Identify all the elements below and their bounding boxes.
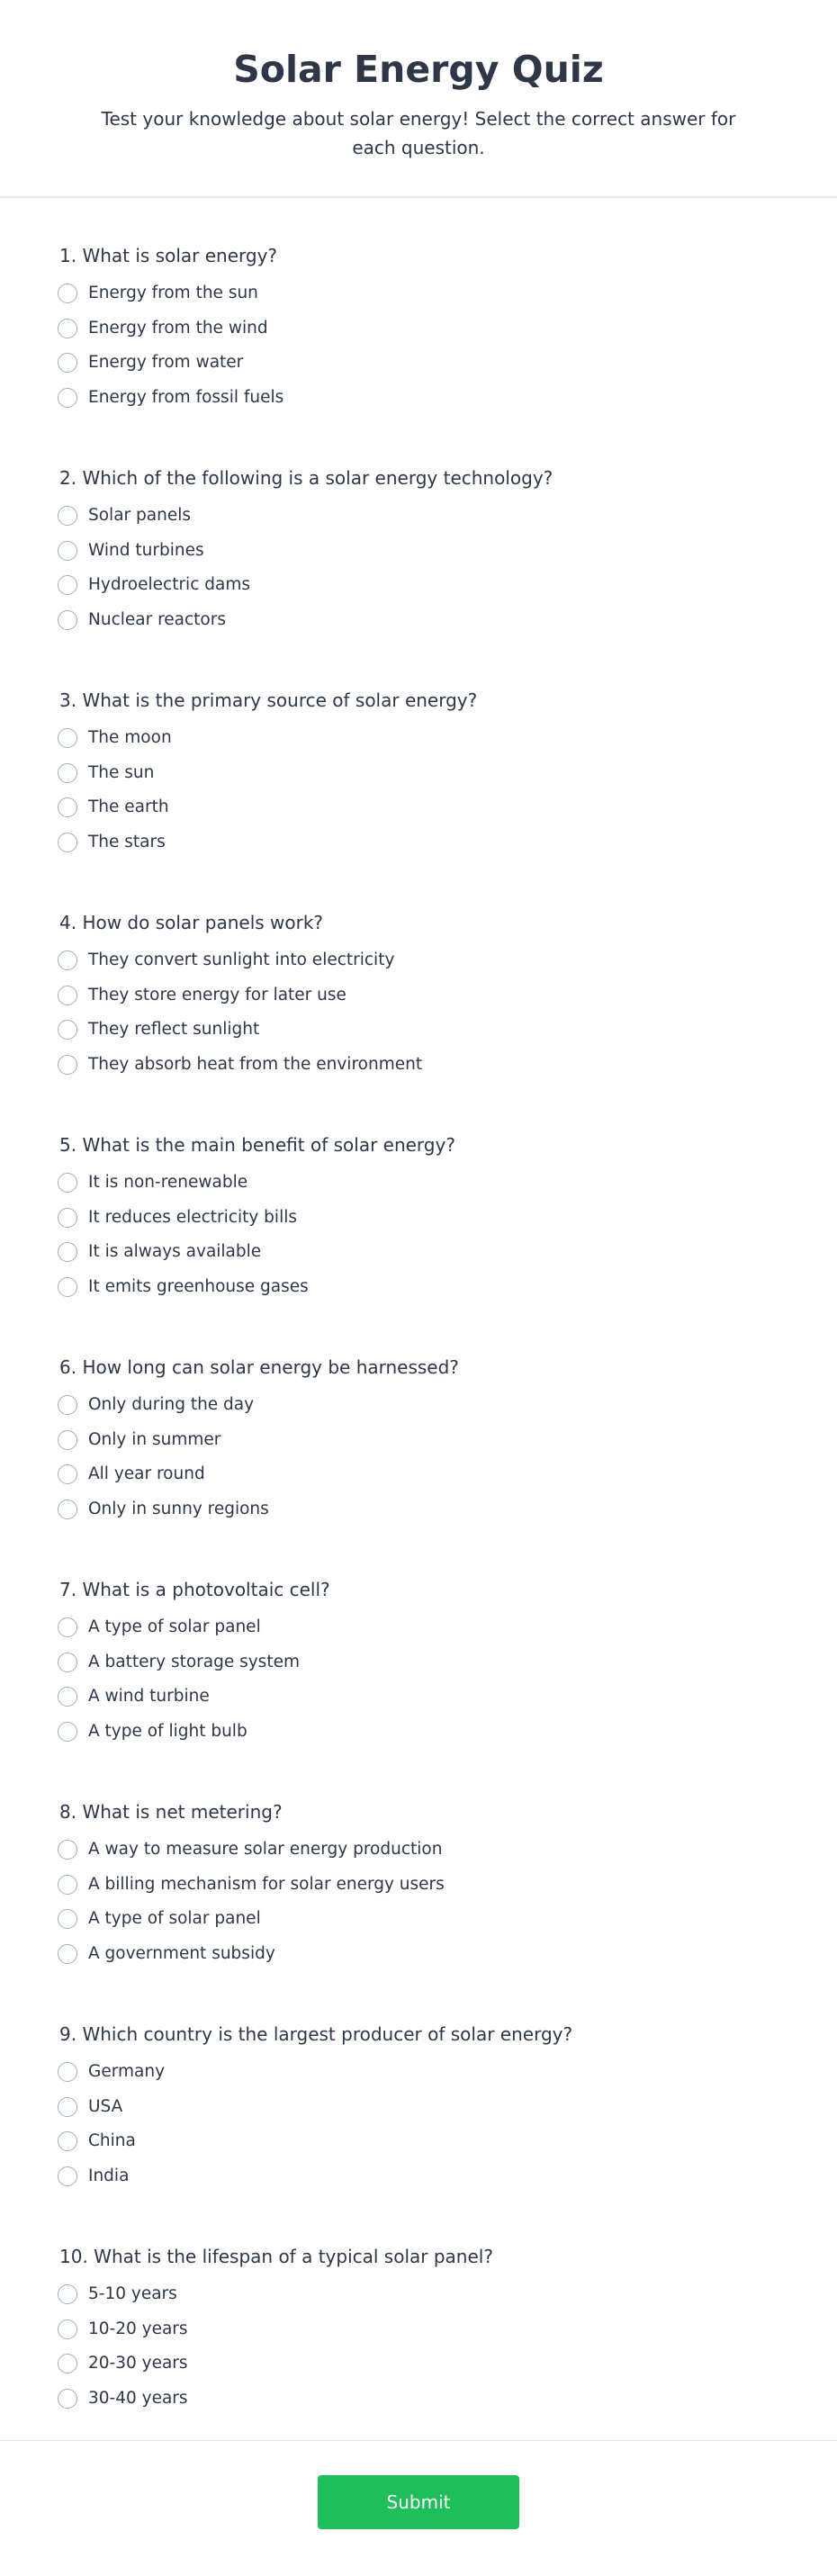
question-text: 7. What is a photovoltaic cell?	[59, 1579, 330, 1600]
radio-button[interactable]	[58, 388, 77, 408]
question-block	[58, 1132, 837, 1355]
page-title: Solar Energy Quiz	[233, 48, 604, 91]
radio-button[interactable]	[58, 1944, 77, 1964]
radio-button[interactable]	[58, 610, 77, 630]
submit-button[interactable]: Submit	[318, 2475, 519, 2529]
answer-label: USA	[88, 2096, 123, 2116]
question-text: 3. What is the primary source of solar energy?	[59, 689, 478, 711]
question-text: 10. What is the lifespan of a typical solar panel?	[59, 2246, 493, 2267]
question-block	[58, 1799, 837, 2022]
answer-option[interactable]	[58, 534, 837, 569]
radio-button[interactable]	[58, 2097, 77, 2117]
answer-option[interactable]	[58, 1013, 837, 1048]
question-text: 9. Which country is the largest producer of solar energy?	[59, 2023, 573, 2045]
answer-label: Energy from water	[88, 353, 244, 373]
answer-label: It reduces electricity bills	[88, 1207, 297, 1227]
radio-button[interactable]	[58, 575, 77, 595]
radio-button[interactable]	[58, 1242, 77, 1262]
radio-button[interactable]	[58, 319, 77, 338]
answer-label: A type of solar panel	[88, 1909, 261, 1929]
answer-option[interactable]	[58, 1201, 837, 1236]
answer-option[interactable]	[58, 1868, 837, 1903]
radio-button[interactable]	[58, 2354, 77, 2373]
radio-button[interactable]	[58, 1395, 77, 1415]
answer-label: China	[88, 2131, 136, 2151]
radio-button[interactable]	[58, 1500, 77, 1519]
question-block	[58, 465, 837, 688]
question-block	[58, 910, 837, 1132]
radio-button[interactable]	[58, 1722, 77, 1742]
answer-option[interactable]	[58, 2346, 837, 2382]
answer-option[interactable]	[58, 1235, 837, 1270]
question-text: 1. What is solar energy?	[59, 245, 278, 266]
answer-label: Energy from the sun	[88, 284, 258, 303]
question-text: 5. What is the main benefit of solar energy?	[59, 1134, 455, 1156]
answer-label: They store energy for later use	[88, 985, 346, 1004]
radio-button[interactable]	[58, 1840, 77, 1860]
answer-label: They convert sunlight into electricity	[88, 950, 395, 970]
answer-label: Only in summer	[88, 1429, 221, 1449]
answer-option[interactable]	[58, 1715, 837, 1750]
question-text: 6. How long can solar energy be harnessed?	[59, 1356, 459, 1378]
answer-label: A government subsidy	[88, 1943, 275, 1963]
answer-option[interactable]	[58, 1166, 837, 1201]
answer-option[interactable]	[58, 2055, 837, 2090]
answer-option[interactable]	[58, 978, 837, 1013]
answer-option[interactable]	[58, 1270, 837, 1305]
answer-option[interactable]	[58, 721, 837, 756]
radio-button[interactable]	[58, 1617, 77, 1637]
radio-button[interactable]	[58, 1909, 77, 1929]
question-block	[58, 1577, 837, 1799]
answer-label: 20-30 years	[88, 2354, 188, 2373]
answer-option[interactable]	[58, 2312, 837, 2347]
question-block	[58, 1355, 837, 1577]
answer-option[interactable]	[58, 1457, 837, 1492]
radio-button[interactable]	[58, 797, 77, 817]
radio-button[interactable]	[58, 2131, 77, 2151]
answer-option[interactable]	[58, 276, 837, 311]
answer-option[interactable]	[58, 790, 837, 825]
radio-button[interactable]	[58, 833, 77, 852]
answer-label: A type of solar panel	[88, 1617, 261, 1637]
radio-button[interactable]	[58, 1020, 77, 1040]
question-block	[58, 243, 837, 465]
answer-option[interactable]	[58, 2382, 837, 2417]
answer-label: Energy from fossil fuels	[88, 387, 284, 407]
answer-option[interactable]	[58, 1610, 837, 1645]
answer-option[interactable]	[58, 943, 837, 978]
question-block	[58, 2022, 837, 2244]
page-subtitle: Test your knowledge about solar energy! Select the correct answer for each question.	[101, 108, 736, 158]
answer-label: A billing mechanism for solar energy users	[88, 1874, 445, 1894]
answer-label: Germany	[88, 2062, 166, 2082]
answer-option[interactable]	[58, 346, 837, 381]
answer-option[interactable]	[58, 756, 837, 791]
radio-button[interactable]	[58, 763, 77, 783]
answer-option[interactable]	[58, 499, 837, 534]
answer-option[interactable]	[58, 1902, 837, 1937]
answer-option[interactable]	[58, 603, 837, 638]
quiz-footer	[0, 2440, 837, 2576]
answer-option[interactable]	[58, 825, 837, 860]
answer-option[interactable]	[58, 1423, 837, 1458]
answer-label: A battery storage system	[88, 1652, 300, 1671]
answer-label: It is non-renewable	[88, 1173, 248, 1193]
answer-label: Only during the day	[88, 1395, 255, 1415]
question-text: 2. Which of the following is a solar energy technology?	[59, 467, 554, 489]
answer-label: It is always available	[88, 1242, 262, 1262]
radio-button[interactable]	[58, 1687, 77, 1707]
question-text: 4. How do solar panels work?	[59, 912, 324, 933]
quiz-header	[0, 0, 837, 198]
answer-label: The sun	[88, 762, 155, 782]
answer-label: The moon	[88, 728, 172, 748]
radio-button[interactable]	[58, 2284, 77, 2304]
answer-label: Wind turbines	[88, 540, 204, 560]
answer-label: They absorb heat from the environment	[88, 1054, 423, 1074]
question-text: 8. What is net metering?	[59, 1801, 283, 1823]
answer-label: It emits greenhouse gases	[88, 1276, 309, 1296]
answer-label: India	[88, 2166, 130, 2185]
answer-label: A type of light bulb	[88, 1721, 248, 1741]
answer-label: Hydroelectric dams	[88, 575, 250, 595]
radio-button[interactable]	[58, 353, 77, 373]
answer-option[interactable]	[58, 1833, 837, 1868]
answer-label: All year round	[88, 1464, 205, 1484]
radio-button[interactable]	[58, 1653, 77, 1672]
radio-button[interactable]	[58, 1208, 77, 1228]
answer-option[interactable]	[58, 1048, 837, 1083]
radio-button[interactable]	[58, 284, 77, 303]
answer-label: Solar panels	[88, 506, 191, 526]
radio-button[interactable]	[58, 1173, 77, 1193]
answer-option[interactable]	[58, 381, 837, 416]
answer-label: 30-40 years	[88, 2388, 188, 2408]
answer-option[interactable]	[58, 311, 837, 347]
answer-label: Nuclear reactors	[88, 609, 226, 629]
question-block	[58, 688, 837, 910]
radio-button[interactable]	[58, 506, 77, 526]
answer-label: They reflect sunlight	[88, 1020, 260, 1040]
answer-label: Energy from the wind	[88, 318, 268, 338]
radio-button[interactable]	[58, 2062, 77, 2082]
answer-option[interactable]	[58, 1680, 837, 1715]
radio-button[interactable]	[58, 1464, 77, 1484]
answer-label: The stars	[88, 832, 166, 851]
radio-button[interactable]	[58, 1875, 77, 1895]
answer-option[interactable]	[58, 2124, 837, 2159]
answer-option[interactable]	[58, 1645, 837, 1680]
radio-button[interactable]	[58, 2389, 77, 2409]
radio-button[interactable]	[58, 1277, 77, 1297]
answer-label: 10-20 years	[88, 2319, 188, 2338]
answer-option[interactable]	[58, 2090, 837, 2125]
radio-button[interactable]	[58, 2319, 77, 2339]
radio-button[interactable]	[58, 1055, 77, 1075]
answer-option[interactable]	[58, 2159, 837, 2194]
answer-label: The earth	[88, 797, 169, 817]
answer-label: Only in sunny regions	[88, 1499, 269, 1518]
radio-button[interactable]	[58, 541, 77, 561]
answer-label: A wind turbine	[88, 1687, 210, 1707]
answer-option[interactable]	[58, 2277, 837, 2312]
radio-button[interactable]	[58, 2166, 77, 2186]
answer-option[interactable]	[58, 568, 837, 603]
radio-button[interactable]	[58, 728, 77, 748]
radio-button[interactable]	[58, 1430, 77, 1450]
question-block	[58, 2244, 837, 2466]
answer-option[interactable]	[58, 1492, 837, 1527]
answer-label: A way to measure solar energy production	[88, 1840, 443, 1860]
radio-button[interactable]	[58, 950, 77, 970]
answer-option[interactable]	[58, 1937, 837, 1972]
question-list	[0, 198, 837, 2440]
answer-option[interactable]	[58, 1388, 837, 1423]
answer-label: 5-10 years	[88, 2284, 177, 2304]
radio-button[interactable]	[58, 986, 77, 1005]
